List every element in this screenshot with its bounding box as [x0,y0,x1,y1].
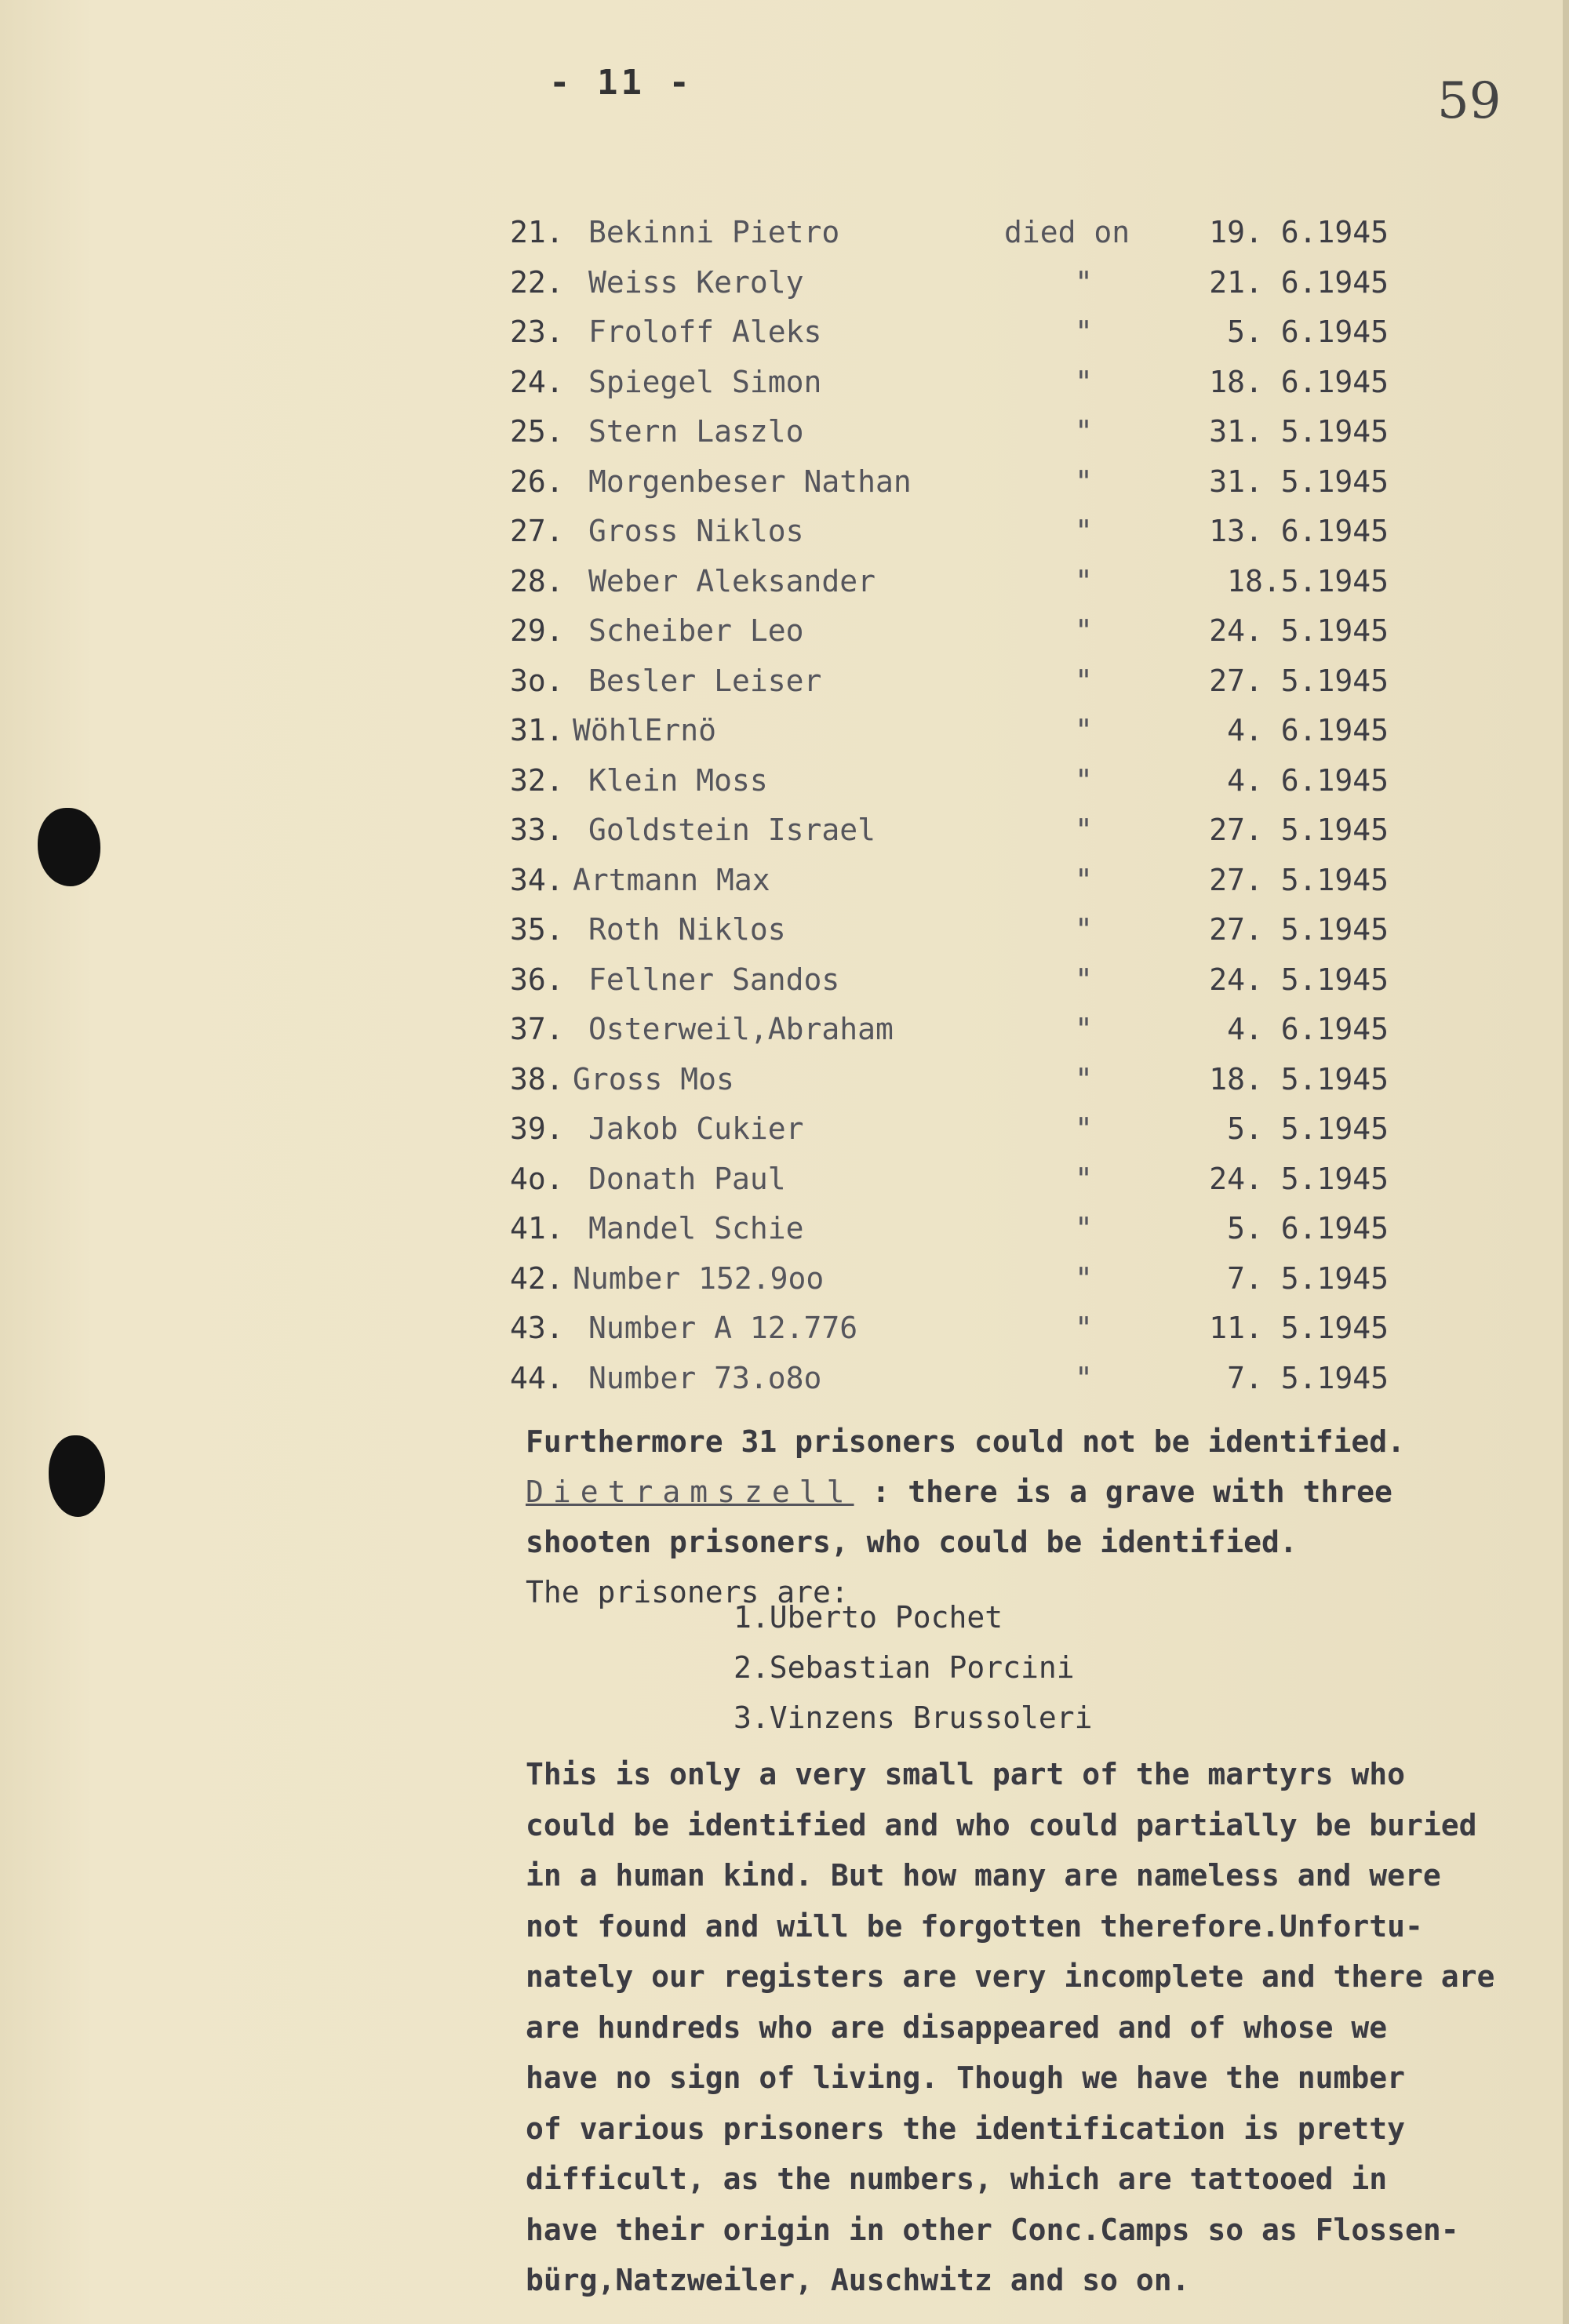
list-item: 3.Vinzens Brussoleri [734,1700,1093,1735]
prisoners-intro: The prisoners are: [526,1575,849,1609]
list-item: 23. Froloff Aleks " 5. 6.1945 [510,315,1389,349]
list-item: 25. Stern Laszlo " 31. 5.1945 [510,414,1389,449]
list-item: 39. Jakob Cukier " 5. 5.1945 [510,1111,1389,1146]
text-line: have their origin in other Conc.Camps so as Flossen- [526,2212,1459,2247]
text-line: This is only a very small part of the martyrs who [526,1757,1406,1791]
list-item: 32. Klein Moss " 4. 6.1945 [510,762,1389,798]
list-item: 31. WöhlErnö " 4. 6.1945 [510,713,1389,747]
place-name: Dietramszell [526,1475,854,1509]
list-item: 44. Number 73.o8o " 7. 5.1945 [510,1360,1389,1395]
list-item: 22. Weiss Keroly " 21. 6.1945 [510,264,1389,300]
list-item: 35. Roth Niklos " 27. 5.1945 [510,912,1389,947]
text-line: of various prisoners the identification is pretty [526,2111,1406,2146]
list-item: 24. Spiegel Simon " 18. 6.1945 [510,364,1389,399]
list-item: 1.Uberto Pochet [734,1600,1003,1635]
text-line: could be identified and who could partially be buried [526,1807,1477,1842]
list-item: 36. Fellner Sandos " 24. 5.1945 [510,962,1389,997]
punch-hole-upper [38,808,100,886]
text-line: difficult, as the numbers, which are tattooed in [526,2162,1388,2196]
list-item: 41. Mandel Schie " 5. 6.1945 [510,1211,1389,1246]
list-item: 34. Artmann Max " 27. 5.1945 [510,862,1389,897]
list-item: 37. Osterweil,Abraham " 4. 6.1945 [510,1012,1389,1046]
list-item: 2.Sebastian Porcini [734,1650,1075,1685]
grave-note-line-1: Dietramszell : there is a grave with three [526,1475,1392,1509]
text-line: have no sign of living. Though we have the number [526,2060,1406,2095]
prisoner-names [734,1592,1093,1743]
page-edge [1563,0,1569,2324]
list-item: 27. Gross Niklos " 13. 6.1945 [510,514,1389,548]
list-item: 21. Bekinni Pietro died on 19. 6.1945 [510,215,1389,249]
text-line: in a human kind. But how many are nameless and were [526,1858,1441,1893]
list-item: 3o. Besler Leiser " 27. 5.1945 [510,663,1389,698]
list-item: 38. Gross Mos " 18. 5.1945 [510,1061,1389,1097]
text-line: nately our registers are very incomplete and there are [526,1959,1495,1994]
text-line: not found and will be forgotten therefore.Unfortu- [526,1908,1423,1944]
unidentified-note: Furthermore 31 prisoners could not be identified. [526,1424,1406,1459]
page-marker: - 11 - [549,63,693,103]
punch-hole-lower [49,1435,105,1517]
list-item: 33. Goldstein Israel " 27. 5.1945 [510,813,1389,847]
list-item: 28. Weber Aleksander " 18.5.1945 [510,563,1389,598]
text-line: bürg,Natzweiler, Auschwitz and so on. [526,2263,1190,2297]
grave-note-line-2: shooten prisoners, who could be identified. [526,1525,1298,1559]
text-line: are hundreds who are disappeared and of whose we [526,2009,1388,2045]
list-item: 29. Scheiber Leo " 24. 5.1945 [510,613,1389,648]
list-item: 43. Number A 12.776 " 11. 5.1945 [510,1311,1389,1345]
list-item: 4o. Donath Paul " 24. 5.1945 [510,1161,1389,1196]
list-item: 26. Morgenbeser Nathan " 31. 5.1945 [510,464,1389,499]
list-item: 42. Number 152.9oo " 7. 5.1945 [510,1260,1389,1296]
closing-paragraph [526,1749,1561,2306]
folio-number: 59 [1437,72,1502,130]
